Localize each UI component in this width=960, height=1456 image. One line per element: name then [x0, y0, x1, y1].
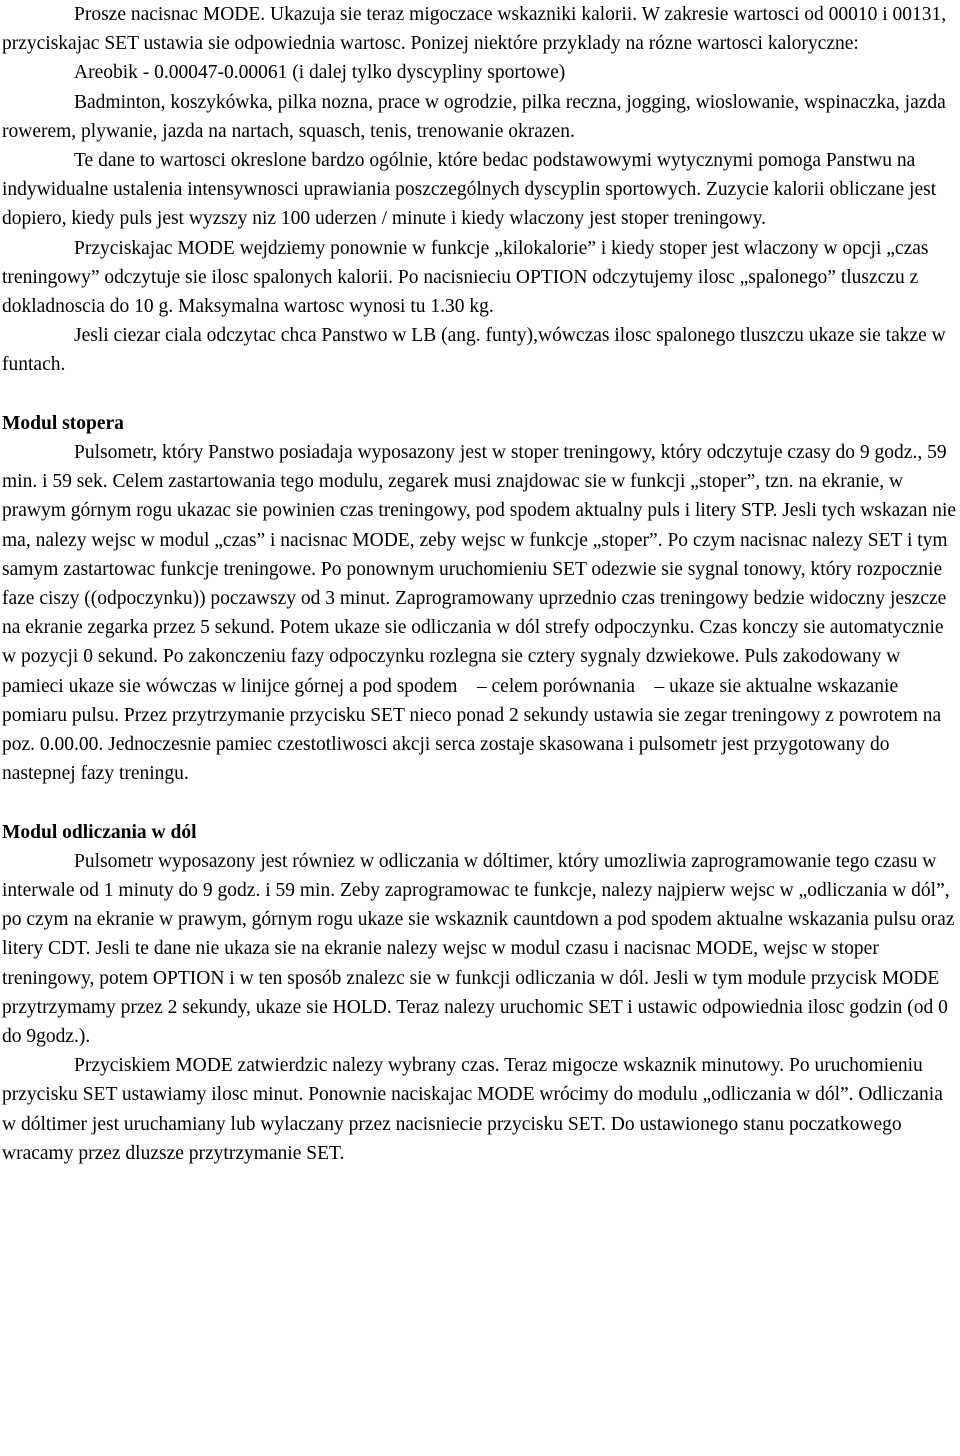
intro-paragraph-data-note: Te dane to wartosci okreslone bardzo ogólnie, które bedac podstawowymi wytycznymi pomoga Panstwu na indywidualne ustalenia intensywnosci uprawiania poszczególnych dyscyplin sportowych. Zuzycie kalorii obliczane jest dopiero, kiedy puls jest wyzszy niz 100 uderzen / minute i kiedy wlaczony jest stoper treningowy.: [2, 150, 937, 230]
countdown-paragraph-2: Przyciskiem MODE zatwierdzic nalezy wybrany czas. Teraz migocze wskaznik minutowy. Po uruchomieniu przycisku SET ustawiamy ilosc minut. Ponownie naciskajac MODE wrócimy do modulu „odliczania w dól”. Odliczania w dóltimer jest uruchamiany lub wylaczany przez nacisniecie przycisku SET. Do ustawionego stanu poczatkowego wracamy przez dluzsze przytrzymanie SET.: [2, 1055, 943, 1164]
intro-paragraph-kilocalories: Przyciskajac MODE wejdziemy ponownie w funkcje „kilokalorie” i kiedy stoper jest wlaczony w opcji „czas treningowy” odczytuje sie ilosc spalonych kalorii. Po nacisnieciu OPTION odczytujemy ilosc „spalonego” tluszczu z dokladnoscia do 10 g. Maksymalna wartosc wynosi tu 1.30 kg.: [2, 237, 929, 318]
section-title-stopwatch: Modul stopera: [2, 412, 124, 434]
countdown-paragraph-1: Pulsometr wyposazony jest równiez w odliczania w dóltimer, który umozliwia zaprogramowanie tego czasu w interwale od 1 minuty do 9 godz. i 59 min. Zeby zaprogramowac te funkcje, nalezy najpierw wejsc w „odliczania w dól”, po czym na ekranie w prawym, górnym rogu ukaze sie wskaznik cauntdown a pod spodem aktualne wskazania pulsu oraz litery CDT. Jesli te dane nie ukaza sie na ekranie nalezy wejsc w modul czasu i nacisnac MODE, wejsc w stoper treningowy, potem OPTION i w ten sposób znalezc sie w funkcji odliczania w dól. Jesli w tym module przycisk MODE przytrzymamy przez 2 sekundy, ukaze sie HOLD. Teraz nalezy uruchomic SET i ustawic odpowiednia ilosc godzin (od 0 do 9godz.).: [2, 850, 955, 1048]
intro-paragraph-aerobic: Areobik - 0.00047-0.00061 (i dalej tylko dyscypliny sportowe): [74, 62, 566, 84]
spacer: [2, 380, 958, 409]
intro-paragraph-pounds: Jesli ciezar ciala odczytac chca Panstwo w LB (ang. funty),wówczas ilosc spalonego tluszczu ukaze sie takze w funtach.: [2, 325, 946, 376]
section-title-countdown: Modul odliczania w dól: [2, 821, 197, 843]
spacer: [2, 788, 958, 817]
intro-paragraph-disciplines: Badminton, koszykówka, pilka nozna, prace w ogrodzie, pilka reczna, jogging, wioslowanie, wspinaczka, jazda rowerem, plywanie, jazda na nartach, squasch, tenis, trenowanie okrazen.: [2, 91, 946, 142]
stopwatch-paragraph: Pulsometr, który Panstwo posiadaja wyposazony jest w stoper treningowy, który odczytuje czasy do 9 godz., 59 min. i 59 sek. Celem zastartowania tego modulu, zegarek musi znajdowac sie w funkcji „stoper”, tzn. na ekranie, w prawym górnym rogu ukazac sie powinien czas treningowy, pod spodem aktualny puls i litery STP. Jesli tych wskazan nie ma, nalezy wejsc w modul „czas” i nacisnac MODE, zeby wejsc w funkcje „stoper”. Po czym nacisnac nalezy SET i tym samym zastartowac funkcje treningowe. Po ponownym uruchomieniu SET odezwie sie sygnal tonowy, który rozpocznie faze ciszy ((odpoczynku)) poczawszy od 3 minut. Zaprogramowany uprzednio czas treningowy bedzie widoczny jeszcze na ekranie zegarka przez 5 sekund. Potem ukaze sie odliczania w dól strefy odpoczynku. Czas konczy sie automatycznie w pozycji 0 sekund. Po zakonczeniu fazy odpoczynku rozlegna sie cztery sygnaly dzwiekowe. Puls zakodowany w pamieci ukaze sie wówczas w linijce górnej a pod spodem – celem porównania – ukaze sie aktualne wskazanie pomiaru pulsu. Przez przytrzymanie przycisku SET nieco ponad 2 sekundy ustawia sie zegar treningowy z powrotem na poz. 0.00.00. Jednoczesnie pamiec czestotliwosci akcji serca zostaje skasowana i pulsometr jest przygotowany do nastepnej fazy treningu.: [2, 442, 957, 785]
intro-paragraph-1: Prosze nacisnac MODE. Ukazuja sie teraz migoczace wskazniki kalorii. W zakresie wartosci od 00010 i 00131, przyciskajac SET ustawia sie odpowiednia wartosc. Ponizej niektóre przyklady na rózne wartosci kaloryczne:: [2, 4, 947, 55]
